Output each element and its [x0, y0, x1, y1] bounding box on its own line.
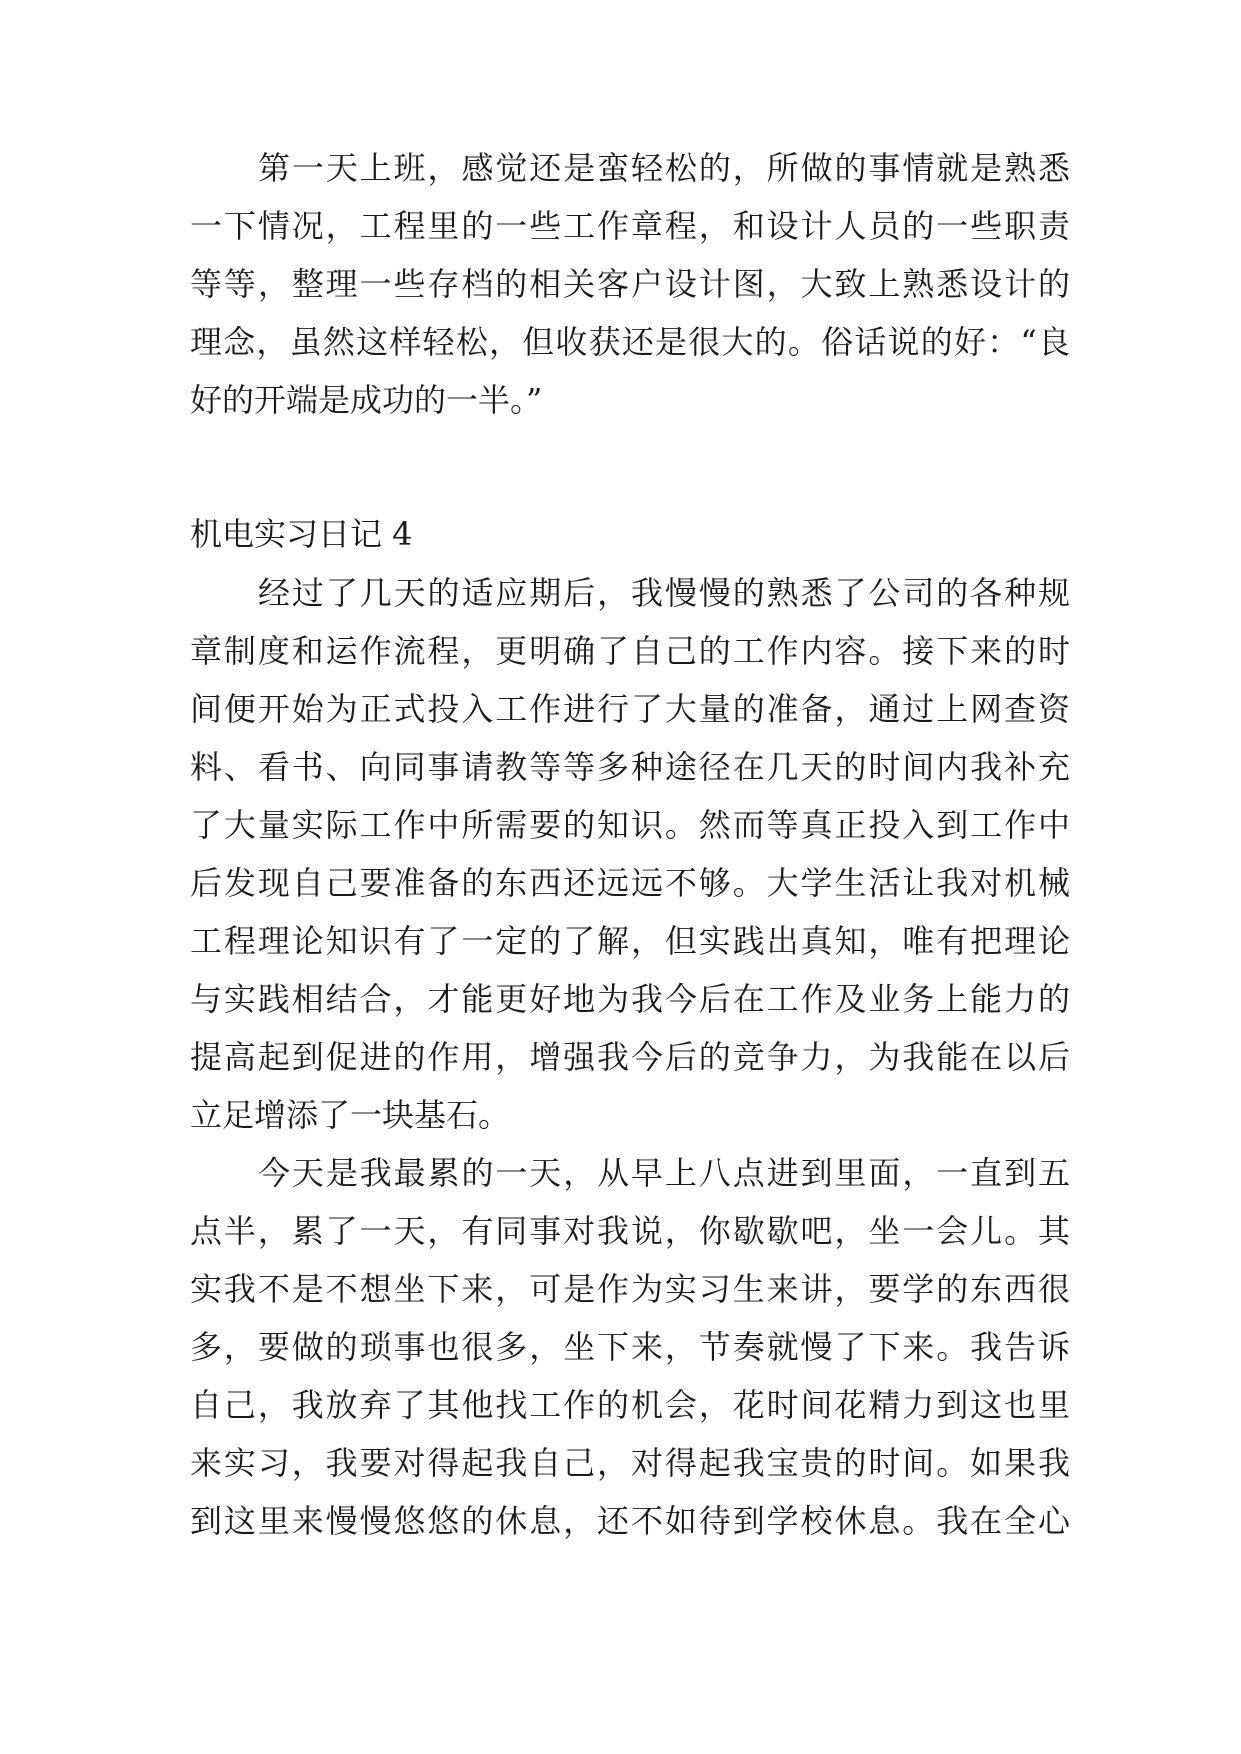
paragraph-2-line-9: 提高起到促进的作用，增强我今后的竞争力，为我能在以后: [190, 1038, 1070, 1076]
paragraph-1-line-4: 理念，虽然这样轻松，但收获还是很大的。俗话说的好：“良: [190, 323, 1070, 361]
paragraph-2-line-6: 后发现自己要准备的东西还远远不够。大学生活让我对机械: [190, 864, 1070, 902]
paragraph-3-line-6: 来实习，我要对得起我自己，对得起我宝贵的时间。如果我: [190, 1444, 1070, 1482]
paragraph-2-line-10: 立足增添了一块基石。: [190, 1096, 511, 1134]
paragraph-2-line-7: 工程理论知识有了一定的了解，但实践出真知，唯有把理论: [190, 922, 1070, 960]
paragraph-1-line-3: 等等，整理一些存档的相关客户设计图，大致上熟悉设计的: [190, 265, 1070, 303]
paragraph-2-line-2: 章制度和运作流程，更明确了自己的工作内容。接下来的时: [190, 632, 1070, 670]
paragraph-3-line-3: 实我不是不想坐下来，可是作为实习生来讲，要学的东西很: [190, 1270, 1070, 1308]
paragraph-1-line-2: 一下情况，工程里的一些工作章程，和设计人员的一些职责: [190, 207, 1070, 245]
paragraph-3-line-2: 点半，累了一天，有同事对我说，你歇歇吧，坐一会儿。其: [190, 1212, 1070, 1250]
section-heading: 机电实习日记 4: [190, 515, 413, 553]
paragraph-3-line-7: 到这里来慢慢悠悠的休息，还不如待到学校休息。我在全心: [190, 1502, 1070, 1540]
paragraph-3-line-5: 自己，我放弃了其他找工作的机会，花时间花精力到这也里: [190, 1386, 1070, 1424]
paragraph-2-line-3: 间便开始为正式投入工作进行了大量的准备，通过上网查资: [190, 690, 1070, 728]
paragraph-1-line-5: 好的开端是成功的一半。”: [190, 381, 543, 419]
paragraph-3-line-4: 多，要做的琐事也很多，坐下来，节奏就慢了下来。我告诉: [190, 1328, 1070, 1366]
paragraph-2-line-4: 料、看书、向同事请教等等多种途径在几天的时间内我补充: [190, 748, 1070, 786]
paragraph-1-line-1: 第一天上班，感觉还是蛮轻松的，所做的事情就是熟悉: [258, 149, 1070, 187]
paragraph-3-line-1: 今天是我最累的一天，从早上八点进到里面，一直到五: [258, 1154, 1070, 1192]
paragraph-2-line-8: 与实践相结合，才能更好地为我今后在工作及业务上能力的: [190, 980, 1070, 1018]
paragraph-2-line-5: 了大量实际工作中所需要的知识。然而等真正投入到工作中: [190, 806, 1070, 844]
paragraph-2-line-1: 经过了几天的适应期后，我慢慢的熟悉了公司的各种规: [258, 574, 1070, 612]
